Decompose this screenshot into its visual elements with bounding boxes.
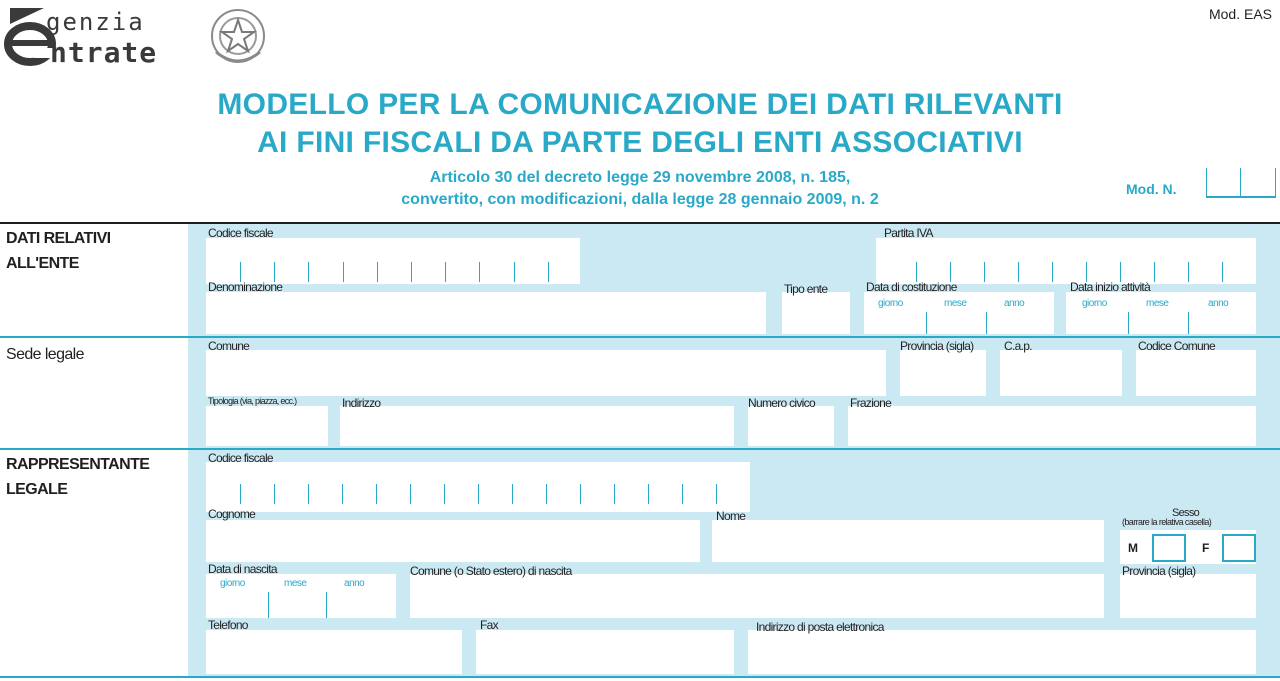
digit-separator	[514, 262, 515, 282]
sublabel-anno: anno	[344, 578, 365, 589]
digit-separator	[1222, 262, 1223, 282]
sublabel-mese: mese	[944, 298, 967, 309]
digit-separator	[342, 484, 343, 504]
agency-logo	[0, 0, 290, 78]
digit-separator	[376, 484, 377, 504]
digit-separator	[1018, 262, 1019, 282]
digit-separator	[648, 484, 649, 504]
mod-n-label: Mod. N.	[1126, 181, 1177, 197]
label-data-costituzione: Data di costituzione	[866, 280, 957, 294]
digit-separator	[445, 262, 446, 282]
codice-comune-field[interactable]	[1136, 350, 1256, 396]
label-provincia-nascita: Provincia (sigla)	[1122, 564, 1196, 578]
digit-separator	[984, 262, 985, 282]
digit-separator	[716, 484, 717, 504]
label-tipologia: Tipologia (via, piazza, ecc.)	[208, 396, 297, 406]
digit-separator	[682, 484, 683, 504]
digit-separator	[614, 484, 615, 504]
label-indirizzo: Indirizzo	[342, 396, 381, 410]
ente-codice-fiscale-field[interactable]	[206, 238, 580, 284]
digit-separator	[950, 262, 951, 282]
label-data-nascita: Data di nascita	[208, 562, 277, 576]
section-title-sede: Sede legale	[6, 346, 84, 363]
logo-text-top: genzia	[46, 8, 145, 36]
digit-separator	[478, 484, 479, 504]
mod-n-field[interactable]	[1206, 168, 1276, 198]
label-frazione: Frazione	[850, 396, 892, 410]
sublabel-anno: anno	[1004, 298, 1025, 309]
label-cap: C.a.p.	[1004, 339, 1032, 353]
form-title-line1: MODELLO PER LA COMUNICAZIONE DEI DATI RILEVANTI	[217, 88, 1063, 121]
sesso-m-label: M	[1128, 541, 1138, 555]
sesso-f-label: F	[1202, 541, 1210, 555]
label-tipo-ente: Tipo ente	[784, 282, 828, 296]
digit-separator	[916, 262, 917, 282]
digit-separator	[308, 262, 309, 282]
digit-separator	[240, 484, 241, 504]
comune-nascita-field[interactable]	[410, 574, 1104, 618]
digit-separator	[444, 484, 445, 504]
tipo-ente-field[interactable]	[782, 292, 850, 334]
digit-separator	[1188, 262, 1189, 282]
digit-separator	[343, 262, 344, 282]
digit-separator	[411, 262, 412, 282]
form-subtitle-line2: convertito, con modificazioni, dalla legge 28 gennaio 2009, n. 2	[401, 191, 879, 208]
frazione-field[interactable]	[848, 406, 1256, 446]
digit-separator	[1052, 262, 1053, 282]
label-numero-civico: Numero civico	[748, 396, 815, 410]
provincia-field[interactable]	[900, 350, 986, 396]
form-title-line2: AI FINI FISCALI DA PARTE DEGLI ENTI ASSOCIATIVI	[257, 126, 1023, 159]
label-telefono: Telefono	[208, 618, 248, 632]
label-denominazione: Denominazione	[208, 280, 283, 294]
sublabel-anno: anno	[1208, 298, 1229, 309]
digit-separator	[274, 262, 275, 282]
digit-separator	[240, 262, 241, 282]
section-title-rappresentante: RAPPRESENTANTE LEGALE	[6, 456, 150, 498]
sublabel-giorno: giorno	[1082, 298, 1107, 309]
model-code: Mod. EAS	[1208, 6, 1272, 22]
cognome-field[interactable]	[206, 520, 700, 562]
section-separator	[0, 676, 1280, 678]
sublabel-giorno: giorno	[878, 298, 903, 309]
digit-separator	[274, 484, 275, 504]
republic-emblem-icon	[208, 6, 268, 70]
sesso-f-checkbox[interactable]	[1222, 534, 1256, 562]
digit-separator	[377, 262, 378, 282]
indirizzo-field[interactable]	[340, 406, 734, 446]
telefono-field[interactable]	[206, 630, 462, 674]
label-comune: Comune	[208, 339, 250, 353]
digit-separator	[308, 484, 309, 504]
comune-field[interactable]	[206, 350, 886, 396]
label-provincia: Provincia (sigla)	[900, 339, 974, 353]
label-sesso: Sesso	[1172, 507, 1200, 519]
label-cognome: Cognome	[208, 507, 256, 521]
label-rappresentante-cf: Codice fiscale	[208, 451, 273, 465]
partita-iva-field[interactable]	[876, 238, 1256, 284]
label-email: Indirizzo di posta elettronica	[756, 620, 884, 634]
label-nome: Nome	[716, 509, 746, 523]
label-codice-comune: Codice Comune	[1138, 339, 1215, 353]
label-partita-iva: Partita IVA	[884, 226, 933, 240]
digit-separator	[512, 484, 513, 504]
label-comune-nascita: Comune (o Stato estero) di nascita	[410, 564, 572, 578]
digit-separator	[1086, 262, 1087, 282]
email-field[interactable]	[748, 630, 1256, 674]
nome-field[interactable]	[712, 520, 1104, 562]
label-fax: Fax	[480, 618, 498, 632]
digit-separator	[1120, 262, 1121, 282]
cap-field[interactable]	[1000, 350, 1122, 396]
sesso-m-checkbox[interactable]	[1152, 534, 1186, 562]
sublabel-mese: mese	[1146, 298, 1169, 309]
fax-field[interactable]	[476, 630, 734, 674]
digit-separator	[479, 262, 480, 282]
logo-text-bottom: ntrate	[50, 36, 158, 69]
sublabel-giorno: giorno	[220, 578, 245, 589]
label-sesso-note: (barrare la relativa casella)	[1122, 517, 1212, 527]
sublabel-mese: mese	[284, 578, 307, 589]
form-subtitle-line1: Articolo 30 del decreto legge 29 novembre 2008, n. 185,	[429, 169, 851, 186]
digit-separator	[1154, 262, 1155, 282]
provincia-nascita-field[interactable]	[1120, 574, 1256, 618]
digit-separator	[548, 262, 549, 282]
numero-civico-field[interactable]	[748, 406, 834, 446]
digit-separator	[580, 484, 581, 504]
label-codice-fiscale: Codice fiscale	[208, 226, 273, 240]
label-data-inizio: Data inizio attività	[1070, 280, 1151, 294]
section-title-ente: DATI RELATIVI ALL'ENTE	[6, 230, 111, 272]
digit-separator	[410, 484, 411, 504]
tipologia-field[interactable]	[206, 406, 328, 446]
digit-separator	[546, 484, 547, 504]
denominazione-field[interactable]	[206, 292, 766, 334]
